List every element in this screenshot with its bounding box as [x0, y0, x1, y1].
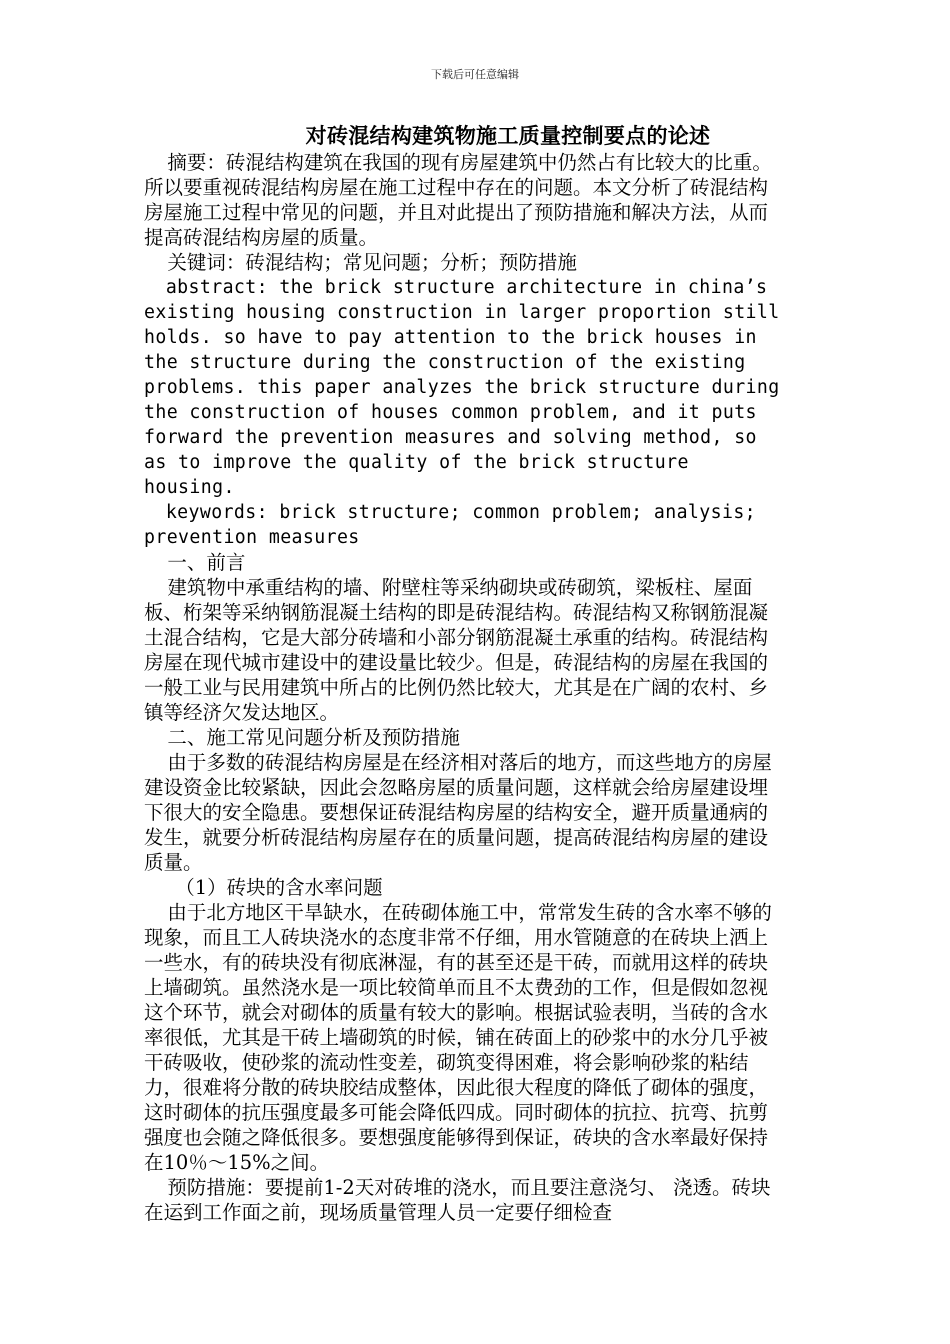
document-body [144, 122, 784, 1225]
abstract-cn: 摘要：砖混结构建筑在我国的现有房屋建筑中仍然占有比较大的比重。所以要重视砖混结构房屋在施工过程中存在的问题。本文分析了砖混结构房屋施工过程中常见的问题，并且对此提出了预防措施和解决方法，从而提高砖混结构房屋的质量。 [144, 151, 772, 249]
keywords-cn: 关键词：砖混结构；常见问题；分析；预防措施 [167, 251, 577, 274]
keywords-en: keywords: brick structure; common problem; analysis; prevention measures [144, 502, 757, 548]
subsection-heading-water-content: （1）砖块的含水率问题 [175, 876, 383, 899]
section-heading-analysis: 二、施工常见问题分析及预防措施 [167, 726, 460, 749]
prevention-text: 预防措施：要提前1-2天对砖堆的浇水，而且要注意浇匀、 浇透。砖块在运到工作面之前，现场质量管理人员一定要仔细检查 [144, 1176, 771, 1224]
document-title: 对砖混结构建筑物施工质量控制要点的论述 [305, 123, 711, 148]
header-note: 下载后可任意编辑 [431, 68, 519, 81]
section-text-analysis: 由于多数的砖混结构房屋是在经济相对落后的地方，而这些地方的房屋建设资金比较紧缺，因此会忽略房屋的质量问题，这样就会给房屋建设埋下很大的安全隐患。要想保证砖混结构房屋的结构安全，避开质量通病的发生，就要分析砖混结构房屋存在的质量问题，提高砖混结构房屋的建设质量。 [144, 751, 772, 874]
section-text-intro: 建筑物中承重结构的墙、附壁柱等采纳砌块或砖砌筑，梁板柱、屋面板、桁架等采纳钢筋混凝土结构的即是砖混结构。砖混结构又称钢筋混凝土混合结构，它是大部分砖墙和小部分钢筋混凝土承重的结构。砖混结构房屋在现代城市建设中的建设量比较少。但是，砖混结构的房屋在我国的一般工业与民用建筑中所占的比例仍然比较大，尤其是在广阔的农村、乡镇等经济欠发达地区。 [144, 576, 769, 724]
abstract-en: abstract: the brick structure architecture in china’s existing housing construction in larger proportion still holds. so have to pay attention to the brick houses in the structure during the construction of the existing problems. this paper analyzes the brick structure during the construction of houses common problem, and it puts forward the prevention measures and solving method, so as to improve the quality of the brick structure housing. [144, 277, 780, 498]
section-heading-intro: 一、前言 [167, 551, 246, 574]
subsection-text-water-content: 由于北方地区干旱缺水，在砖砌体施工中，常常发生砖的含水率不够的现象，而且工人砖块浇水的态度非常不仔细，用水管随意的在砖块上洒上一些水，有的砖块没有彻底淋湿，有的甚至还是干砖，而就用这样的砖块上墙砌筑。虽然浇水是一项比较简单而且不太费劲的工作，但是假如忽视这个环节，就会对砌体的质量有较大的影响。根据试验表明，当砖的含水率很低，尤其是干砖上墙砌筑的时候，铺在砖面上的砂浆中的水分几乎被干砖吸收，使砂浆的流动性变差，砌筑变得困难，将会影响砂浆的粘结力，很难将分散的砖块胶结成整体，因此很大程度的降低了砌体的强度，这时砌体的抗压强度最多可能会降低四成。同时砌体的抗拉、抗弯、抗剪强度也会随之降低很多。要想强度能够得到保证，砖块的含水率最好保持在10％～15%之间。 [144, 901, 772, 1174]
